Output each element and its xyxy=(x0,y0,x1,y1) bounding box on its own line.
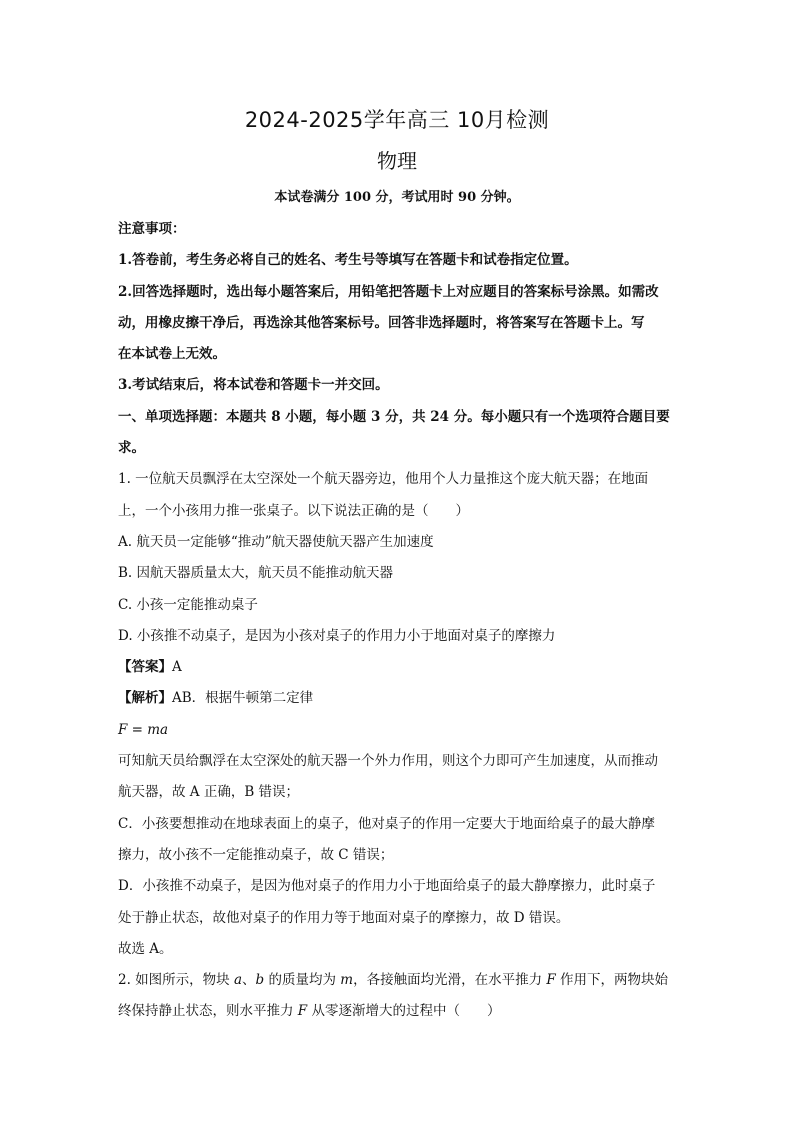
question-1-stem-line-1: 1. 一位航天员飘浮在太空深处一个航天器旁边，他用个人力量推这个庞大航天器；在地面 xyxy=(118,471,649,488)
notes-item-1: 1.答卷前，考生务必将自己的姓名、考生号等填写在答题卡和试卷指定位置。 xyxy=(118,252,578,269)
q2-var-m: m xyxy=(340,972,354,989)
question-1-analysis-line-1 xyxy=(118,683,678,714)
answer-value: A xyxy=(172,659,182,676)
notes-item-2-line-2: 动，用橡皮擦干净后，再选涂其他答案标号。回答非选择题时，将答案写在答题卡上。写 xyxy=(118,314,645,331)
subject-title: 物理 xyxy=(377,149,417,173)
q2-text-1: 2. 如图所示，物块 xyxy=(118,972,234,989)
question-1-analysis-line-6: D．小孩推不动桌子，是因为他对桌子的作用力小于地面给桌子的最大静摩擦力，此时桌子 xyxy=(118,878,656,895)
question-1-option-d: D. 小孩推不动桌子，是因为小孩对桌子的作用力小于地面对桌子的摩擦力 xyxy=(118,627,556,644)
q2-line2-text-2: 从零逐渐增大的过程中（ ） xyxy=(307,1003,501,1020)
section-heading-line-2: 求。 xyxy=(118,440,145,457)
question-1-conclusion: 故选 A。 xyxy=(118,940,173,957)
analysis-tag: 【解析】 xyxy=(118,690,172,707)
q2-line2-text-1: 终保持静止状态，则水平推力 xyxy=(118,1003,298,1020)
analysis-text: AB．根据牛顿第二定律 xyxy=(172,690,314,707)
question-1-stem-line-2: 上，一个小孩用力推一张桌子。以下说法正确的是（ ） xyxy=(118,502,469,519)
document-body xyxy=(118,214,678,1028)
question-1-answer xyxy=(118,652,678,683)
notes-heading: 注意事项： xyxy=(118,221,186,237)
question-2-stem-line-1 xyxy=(118,965,678,996)
q2-text-4: ，各接触面均光滑，在水平推力 xyxy=(353,972,547,989)
question-1-analysis-line-5: 擦力，故小孩不一定能推动桌子，故 C 错误； xyxy=(118,846,394,863)
newton-second-law-formula: F = ma xyxy=(118,721,169,738)
q2-text-3: 的质量均为 xyxy=(264,972,341,989)
notes-item-2-line-1: 2.回答选择题时，选出每小题答案后，用铅笔把答题卡上对应题目的答案标号涂黑。如需改 xyxy=(118,283,659,300)
section-heading-line-1: 一、单项选择题：本题共 8 小题，每小题 3 分，共 24 分。每小题只有一个选项符合题目要 xyxy=(118,408,670,425)
question-1-option-b: B. 因航天器质量太大，航天员不能推动航天器 xyxy=(118,565,394,582)
q2-var-a: a xyxy=(233,972,243,989)
exam-title: 2024-2025学年高三 10月检测 xyxy=(244,108,550,132)
notes-item-3: 3.考试结束后，将本试卷和答题卡一并交回。 xyxy=(118,377,389,394)
q2-line2-var-f: F xyxy=(297,1003,308,1020)
q2-text-5: 作用下，两物块始 xyxy=(555,972,669,989)
question-1-analysis-line-3: 航天器，故 A 正确，B 错误； xyxy=(118,784,300,801)
answer-tag: 【答案】 xyxy=(118,659,172,676)
question-1-analysis-line-4: C．小孩要想推动在地球表面上的桌子，他对桌子的作用一定要大于地面给桌子的最大静摩 xyxy=(118,815,655,832)
question-1-option-c: C. 小孩一定能推动桌子 xyxy=(118,596,258,613)
notes-item-2-line-3: 在本试卷上无效。 xyxy=(118,346,226,363)
exam-info: 本试卷满分 100 分，考试用时 90 分钟。 xyxy=(274,190,520,205)
question-1-analysis-line-7: 处于静止状态，故他对桌子的作用力等于地面对桌子的摩擦力，故 D 错误。 xyxy=(118,909,570,926)
q2-var-f: F xyxy=(546,972,556,989)
question-2-stem-line-2 xyxy=(118,996,678,1027)
question-1-analysis-line-2: 可知航天员给飘浮在太空深处的航天器一个外力作用，则这个力即可产生加速度，从而推动 xyxy=(118,753,658,770)
q2-var-b: b xyxy=(255,972,265,989)
question-1-option-a: A. 航天员一定能够“推动”航天器使航天器产生加速度 xyxy=(118,533,434,550)
q2-text-2: 、 xyxy=(242,972,256,989)
